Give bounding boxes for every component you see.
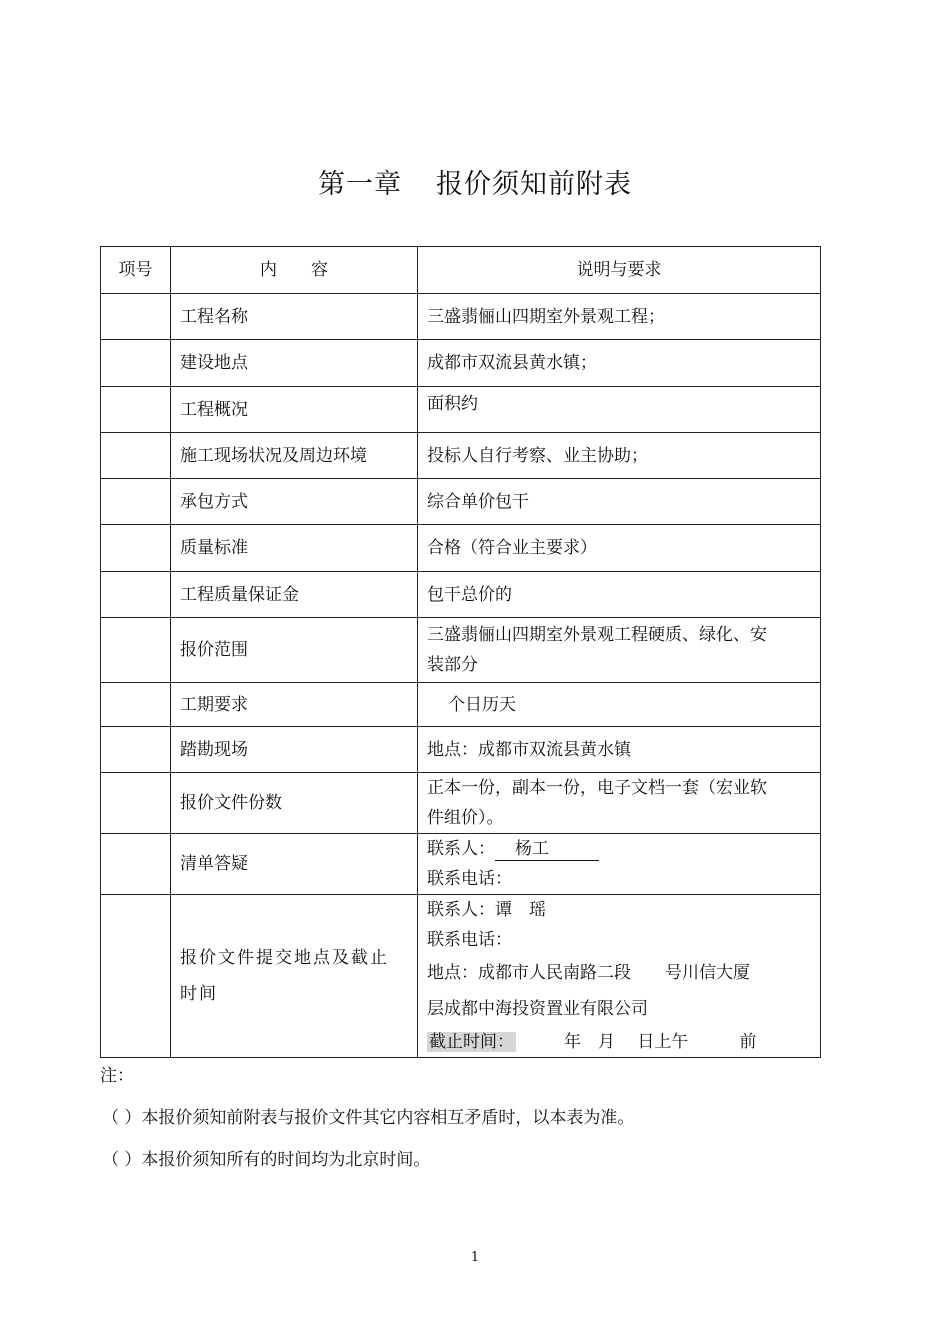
row-item: 报价文件份数 <box>171 773 418 834</box>
row-desc <box>418 618 821 683</box>
row-item <box>171 895 418 1058</box>
row-no <box>101 834 171 895</box>
row-desc <box>418 834 821 895</box>
address-line: 地点：成都市人民南路二段 号川信大厦 <box>427 963 750 983</box>
row-no <box>101 433 171 479</box>
header-desc: 说明与要求 <box>418 247 821 294</box>
note-item: （ ）本报价须知前附表与报价文件其它内容相互矛盾时，以本表为准。 <box>102 1108 635 1128</box>
table-row <box>101 773 821 834</box>
chapter-label: 第一章 <box>318 169 402 200</box>
row-desc: 成都市双流县黄水镇； <box>418 340 821 387</box>
bid-notice-table <box>100 246 821 1058</box>
row-item: 施工现场状况及周边环境 <box>171 433 418 479</box>
table-row <box>101 618 821 683</box>
row-no <box>101 618 171 683</box>
row-item: 工程名称 <box>171 294 418 340</box>
row-item: 质量标准 <box>171 525 418 572</box>
row-item: 工程概况 <box>171 387 418 433</box>
row-no <box>101 773 171 834</box>
row-desc: 个日历天 <box>418 683 821 727</box>
row-no <box>101 525 171 572</box>
row-desc: 合格（符合业主要求） <box>418 525 821 572</box>
table-row <box>101 294 821 340</box>
deadline-line <box>427 1027 811 1057</box>
table-row <box>101 340 821 387</box>
note-item: （ ）本报价须知所有的时间均为北京时间。 <box>102 1150 431 1170</box>
notes-heading: 注： <box>100 1066 134 1086</box>
desc-line: 正本一份，副本一份，电子文档一套（宏业软 <box>427 778 767 798</box>
row-item: 踏勘现场 <box>171 727 418 773</box>
contact-label: 联系人： <box>427 839 495 859</box>
item-line: 时间 <box>180 984 218 1004</box>
phone-label: 联系电话： <box>427 930 512 950</box>
row-desc: 投标人自行考察、业主协助； <box>418 433 821 479</box>
table-row <box>101 727 821 773</box>
deadline-label: 截止时间： <box>429 1032 514 1052</box>
contact-name: 杨工 <box>495 838 599 861</box>
row-no <box>101 683 171 727</box>
desc-line: 件组价）。 <box>427 808 504 828</box>
row-desc: 面积约 <box>418 387 821 433</box>
row-item: 承包方式 <box>171 479 418 525</box>
deadline-value: 年 月 日上午 前 <box>564 1032 757 1052</box>
phone-label: 联系电话： <box>427 869 512 889</box>
row-item: 工期要求 <box>171 683 418 727</box>
header-no: 项号 <box>101 247 171 294</box>
page-number: 1 <box>470 1250 480 1265</box>
row-desc: 综合单价包干 <box>418 479 821 525</box>
row-no <box>101 572 171 618</box>
table-row <box>101 683 821 727</box>
table-row <box>101 387 821 433</box>
row-desc: 三盛翡俪山四期室外景观工程； <box>418 294 821 340</box>
row-desc: 地点：成都市双流县黄水镇 <box>418 727 821 773</box>
row-no <box>101 727 171 773</box>
table-row <box>101 834 821 895</box>
address-line: 层成都中海投资置业有限公司 <box>427 999 648 1019</box>
row-no <box>101 895 171 1058</box>
contact-line: 联系人：谭 瑶 <box>427 900 546 920</box>
table-row <box>101 479 821 525</box>
row-no <box>101 387 171 433</box>
item-line: 报价文件提交地点及截止 <box>180 948 389 968</box>
row-item: 建设地点 <box>171 340 418 387</box>
row-no <box>101 340 171 387</box>
table-row <box>101 525 821 572</box>
row-desc: 包干总价的 <box>418 572 821 618</box>
row-no <box>101 479 171 525</box>
page-title <box>0 162 950 201</box>
chapter-title: 报价须知前附表 <box>436 169 632 200</box>
table-row <box>101 572 821 618</box>
row-desc <box>418 895 821 1058</box>
table-row <box>101 433 821 479</box>
row-item: 清单答疑 <box>171 834 418 895</box>
row-item: 工程质量保证金 <box>171 572 418 618</box>
row-no <box>101 294 171 340</box>
contact-line <box>427 834 811 864</box>
table-header-row <box>101 247 821 294</box>
desc-line: 三盛翡俪山四期室外景观工程硬质、绿化、安 <box>427 625 767 645</box>
header-content: 内 容 <box>171 247 418 294</box>
row-desc <box>418 773 821 834</box>
table-row <box>101 895 821 1058</box>
desc-line: 装部分 <box>427 655 478 675</box>
row-item: 报价范围 <box>171 618 418 683</box>
